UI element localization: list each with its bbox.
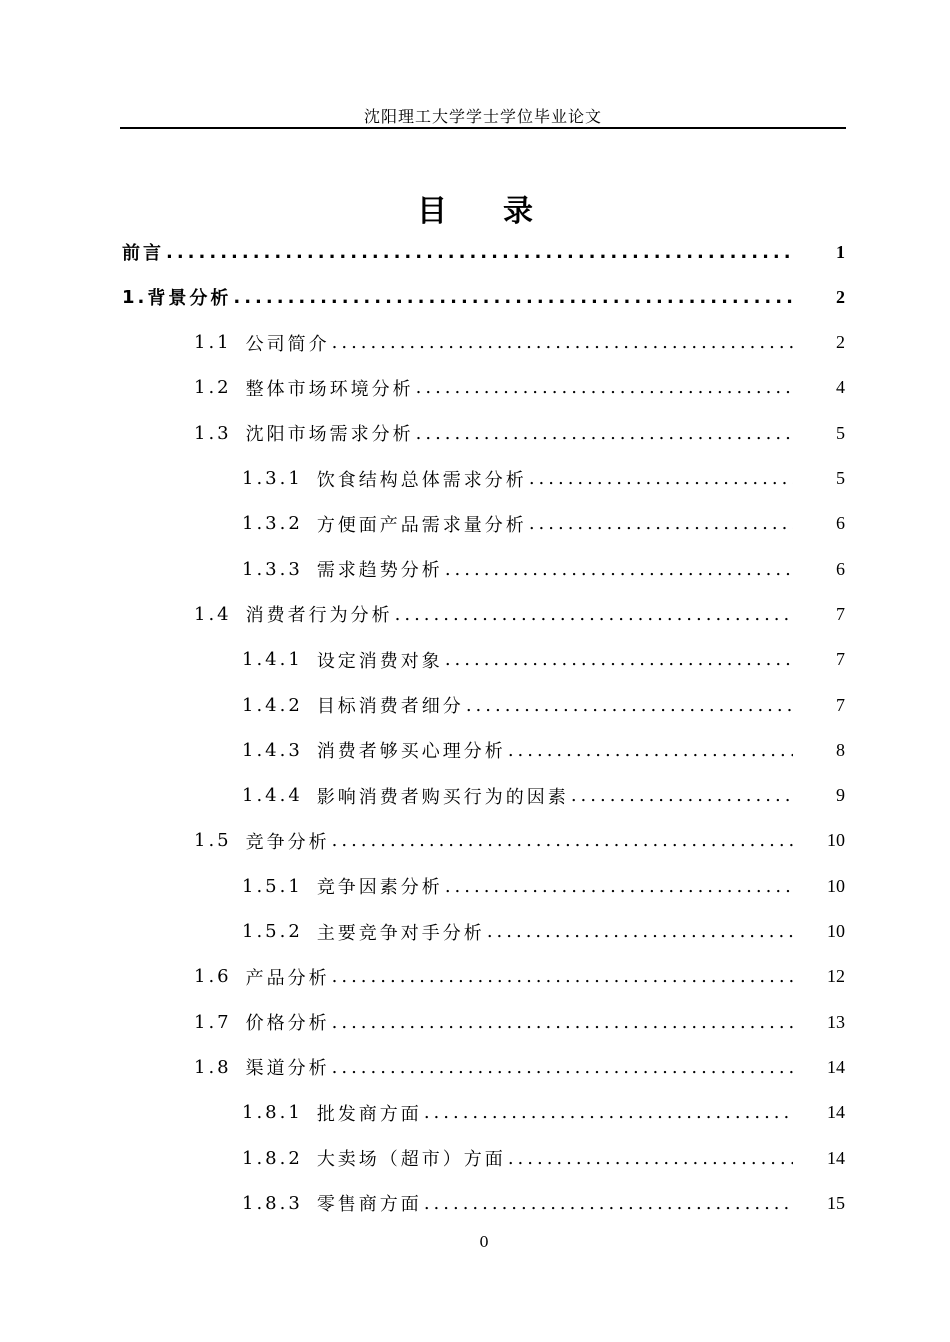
toc-entry-label: 竞争分析 xyxy=(245,831,330,853)
toc-entry-number: 1.1 xyxy=(194,332,232,354)
dot-leader xyxy=(166,242,793,263)
toc-entry[interactable] xyxy=(242,1098,845,1128)
toc-entry[interactable] xyxy=(242,917,845,947)
page-number: 0 xyxy=(479,1233,489,1251)
toc-entry[interactable] xyxy=(242,1188,845,1218)
dot-leader xyxy=(233,287,793,308)
toc-entry-number: 1.5.1 xyxy=(242,875,303,897)
toc-entry-number: 1.2 xyxy=(194,377,232,399)
toc-entry-label: 整体市场环境分析 xyxy=(245,378,414,400)
toc-entry-label: 影响消费者购买行为的因素 xyxy=(316,786,569,808)
toc-entry-number: 1.4.4 xyxy=(242,785,303,807)
toc-entry[interactable] xyxy=(242,871,845,901)
toc-entry-label: 渠道分析 xyxy=(245,1058,330,1080)
dot-leader xyxy=(466,695,793,716)
toc-title: 目录 xyxy=(417,194,589,229)
dot-leader xyxy=(424,1102,793,1123)
toc-entry-number: 1.4.2 xyxy=(242,694,303,716)
toc-entry-page: 4 xyxy=(836,377,845,398)
toc-entry-page: 10 xyxy=(827,830,845,851)
toc-entry-page: 7 xyxy=(836,694,845,715)
toc-entry-label: 沈阳市场需求分析 xyxy=(245,424,414,446)
toc-entry-number: 1.4 xyxy=(194,603,232,625)
dot-leader xyxy=(445,876,793,897)
toc-entry[interactable] xyxy=(194,826,845,856)
dot-leader xyxy=(445,649,793,670)
toc-entry-number: 1.5.2 xyxy=(242,921,303,942)
toc-entry-number: 1.8.3 xyxy=(242,1192,303,1214)
toc-entry-label: 竞争因素分析 xyxy=(316,877,443,899)
toc-entry[interactable] xyxy=(194,962,845,992)
dot-leader xyxy=(445,559,793,580)
toc-entry-number: 1.8.1 xyxy=(242,1102,303,1124)
dot-leader xyxy=(571,785,793,806)
toc-entry[interactable] xyxy=(194,1007,845,1037)
toc-entry-page: 6 xyxy=(836,513,845,534)
toc-entry-label: 批发商方面 xyxy=(316,1103,422,1125)
toc-entry-page: 2 xyxy=(836,286,845,307)
dot-leader xyxy=(529,468,793,489)
toc-entry-page: 6 xyxy=(836,558,845,579)
toc-entry-page: 10 xyxy=(827,921,845,941)
toc-entry-page: 9 xyxy=(836,785,845,806)
toc-entry-page: 5 xyxy=(836,468,845,488)
toc-entry-number: 1.4.1 xyxy=(242,649,303,671)
toc-entry[interactable] xyxy=(242,1143,845,1173)
toc-entry-label: 设定消费对象 xyxy=(316,650,443,672)
toc-entry-page: 15 xyxy=(827,1192,845,1213)
dot-leader xyxy=(424,1193,793,1214)
toc-entry-number: 1.3.3 xyxy=(242,558,303,580)
dot-leader xyxy=(416,423,793,444)
toc-entry-page: 2 xyxy=(836,332,845,353)
dot-leader xyxy=(332,1057,793,1078)
toc-entry-page: 7 xyxy=(836,649,845,670)
toc-entry-page: 14 xyxy=(827,1147,845,1168)
toc-entry[interactable] xyxy=(194,1052,845,1082)
toc-entry[interactable] xyxy=(194,599,845,629)
toc-entry-number: 1. xyxy=(122,286,148,308)
toc-entry-page: 12 xyxy=(827,966,845,987)
toc-entry[interactable] xyxy=(194,418,845,448)
toc-entry[interactable] xyxy=(242,509,845,539)
dot-leader xyxy=(508,740,793,761)
toc-entry[interactable] xyxy=(242,554,845,584)
toc-entry-number: 1.3.2 xyxy=(242,513,303,535)
toc-entry-number: 1.8 xyxy=(194,1056,232,1078)
dot-leader xyxy=(395,604,793,625)
toc-entry-page: 7 xyxy=(836,603,845,624)
running-header: 沈阳理工大学学士学位毕业论文 xyxy=(363,107,602,126)
toc-entry-page: 1 xyxy=(836,241,845,262)
toc-entry-number: 1.5 xyxy=(194,830,232,852)
toc-entry[interactable] xyxy=(242,645,845,675)
toc-entry-label: 方便面产品需求量分析 xyxy=(316,514,527,536)
toc-entry-number: 1.8.2 xyxy=(242,1147,303,1169)
toc-entry-number: 1.3.1 xyxy=(242,468,303,489)
dot-leader xyxy=(529,513,793,534)
toc-entry-label: 公司简介 xyxy=(245,333,330,355)
dot-leader xyxy=(332,966,793,987)
toc-entry-label: 主要竞争对手分析 xyxy=(316,922,485,944)
toc-entry[interactable] xyxy=(122,282,845,312)
dot-leader xyxy=(416,377,793,398)
dot-leader xyxy=(332,1012,793,1033)
toc-entry-page: 14 xyxy=(827,1102,845,1123)
toc-entry-page: 14 xyxy=(827,1056,845,1077)
toc-entry-label: 大卖场（超市）方面 xyxy=(316,1149,506,1170)
toc-entry-page: 13 xyxy=(827,1011,845,1032)
toc-entry-label: 前言 xyxy=(122,243,164,264)
toc-entry-label: 消费者够买心理分析 xyxy=(316,741,506,763)
dot-leader xyxy=(508,1148,793,1169)
toc-entry-page: 8 xyxy=(836,739,845,760)
toc-entry[interactable] xyxy=(242,781,845,811)
dot-leader xyxy=(332,830,793,851)
toc-entry-label: 饮食结构总体需求分析 xyxy=(316,469,527,491)
toc-entry-label: 需求趋势分析 xyxy=(316,560,443,582)
toc-entry-number: 1.6 xyxy=(194,966,232,988)
toc-entry-label: 产品分析 xyxy=(245,967,330,989)
toc-entry[interactable] xyxy=(194,373,845,403)
toc-entry-number: 1.4.3 xyxy=(242,739,303,761)
toc-entry[interactable] xyxy=(242,735,845,765)
toc-entry-label: 消费者行为分析 xyxy=(245,605,393,627)
toc-entry-page: 10 xyxy=(827,875,845,896)
toc-entry-label: 目标消费者细分 xyxy=(316,696,464,717)
toc-entry-page: 5 xyxy=(836,422,845,443)
toc-entry-label: 背景分析 xyxy=(147,288,232,310)
toc-entry[interactable] xyxy=(122,237,845,267)
toc-entry[interactable] xyxy=(194,328,845,358)
toc-entry[interactable] xyxy=(242,690,845,720)
toc-entry-label: 价格分析 xyxy=(245,1013,330,1035)
dot-leader xyxy=(332,332,793,353)
toc-entry-number: 1.7 xyxy=(194,1011,232,1033)
toc-entry-label: 零售商方面 xyxy=(316,1194,422,1216)
dot-leader xyxy=(487,921,793,942)
toc-entry-number: 1.3 xyxy=(194,422,232,444)
toc-entry[interactable] xyxy=(242,464,845,494)
